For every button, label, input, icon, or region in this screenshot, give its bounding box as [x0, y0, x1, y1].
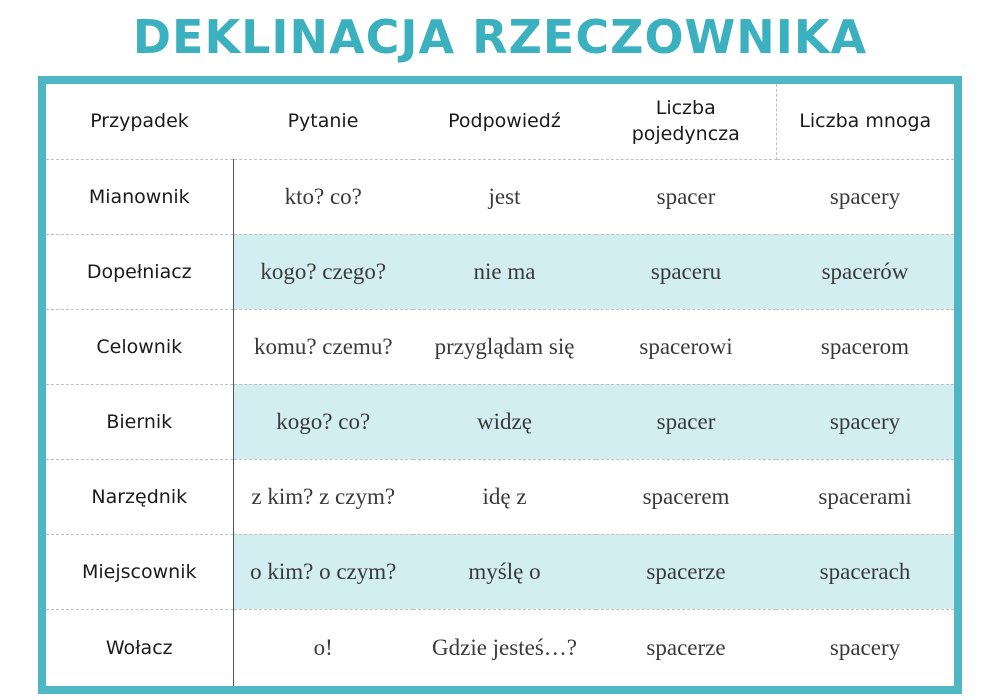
header-question: Pytanie	[233, 84, 413, 159]
table-row	[46, 384, 954, 459]
case-cell: Narzędnik	[46, 459, 233, 534]
singular-cell: spacerze	[646, 634, 726, 660]
header-hint: Podpowiedź	[413, 84, 596, 159]
singular-cell: spaceru	[596, 234, 776, 309]
table-row	[46, 534, 954, 609]
hint-cell: widzę	[413, 384, 596, 459]
declension-table	[46, 84, 954, 686]
question-cell: o!	[313, 634, 333, 660]
page-title: DEKLINACJA RZECZOWNIKA	[132, 10, 868, 64]
case-cell: Celownik	[46, 309, 233, 384]
hint-cell: przyglądam się	[413, 309, 596, 384]
table-row	[46, 309, 954, 384]
question-cell: kto? co?	[233, 159, 413, 234]
singular-cell: spacerowi	[596, 309, 776, 384]
question-cell: komu? czemu?	[233, 309, 413, 384]
plural-cell: spacery	[776, 159, 954, 234]
hint-cell: nie ma	[413, 234, 596, 309]
hint-cell: myślę o	[413, 534, 596, 609]
declension-table-frame	[38, 76, 962, 694]
question-cell: o kim? o czym?	[233, 534, 413, 609]
case-cell: Dopełniacz	[46, 234, 233, 309]
singular-cell: spacerze	[596, 534, 776, 609]
plural-cell: spacery	[776, 384, 954, 459]
singular-cell: spacer	[596, 159, 776, 234]
singular-cell: spacer	[596, 384, 776, 459]
case-cell: Wołacz	[46, 609, 233, 686]
plural-cell: spacerami	[776, 459, 954, 534]
case-cell: Mianownik	[46, 159, 233, 234]
hint-cell: idę z	[413, 459, 596, 534]
plural-cell: spacery	[829, 634, 901, 660]
table-header-row	[46, 84, 954, 159]
header-singular	[596, 84, 776, 159]
header-singular-line2: pojedyncza	[631, 123, 740, 146]
table-row	[46, 234, 954, 309]
table-body	[46, 159, 954, 686]
table-row	[46, 459, 954, 534]
hint-cell: jest	[413, 159, 596, 234]
header-singular-line1: Liczba	[655, 97, 716, 120]
plural-cell: spacerach	[776, 534, 954, 609]
table-row	[46, 159, 954, 234]
plural-cell: spacerów	[776, 234, 954, 309]
header-case: Przypadek	[46, 84, 233, 159]
case-cell: Miejscownik	[46, 534, 233, 609]
header-plural: Liczba mnoga	[776, 84, 954, 159]
plural-cell: spacerom	[776, 309, 954, 384]
table-row	[46, 609, 954, 686]
case-cell: Biernik	[46, 384, 233, 459]
question-cell: kogo? czego?	[233, 234, 413, 309]
singular-cell: spacerem	[596, 459, 776, 534]
question-cell: z kim? z czym?	[233, 459, 413, 534]
hint-cell: Gdzie jesteś…?	[432, 634, 577, 660]
question-cell: kogo? co?	[233, 384, 413, 459]
